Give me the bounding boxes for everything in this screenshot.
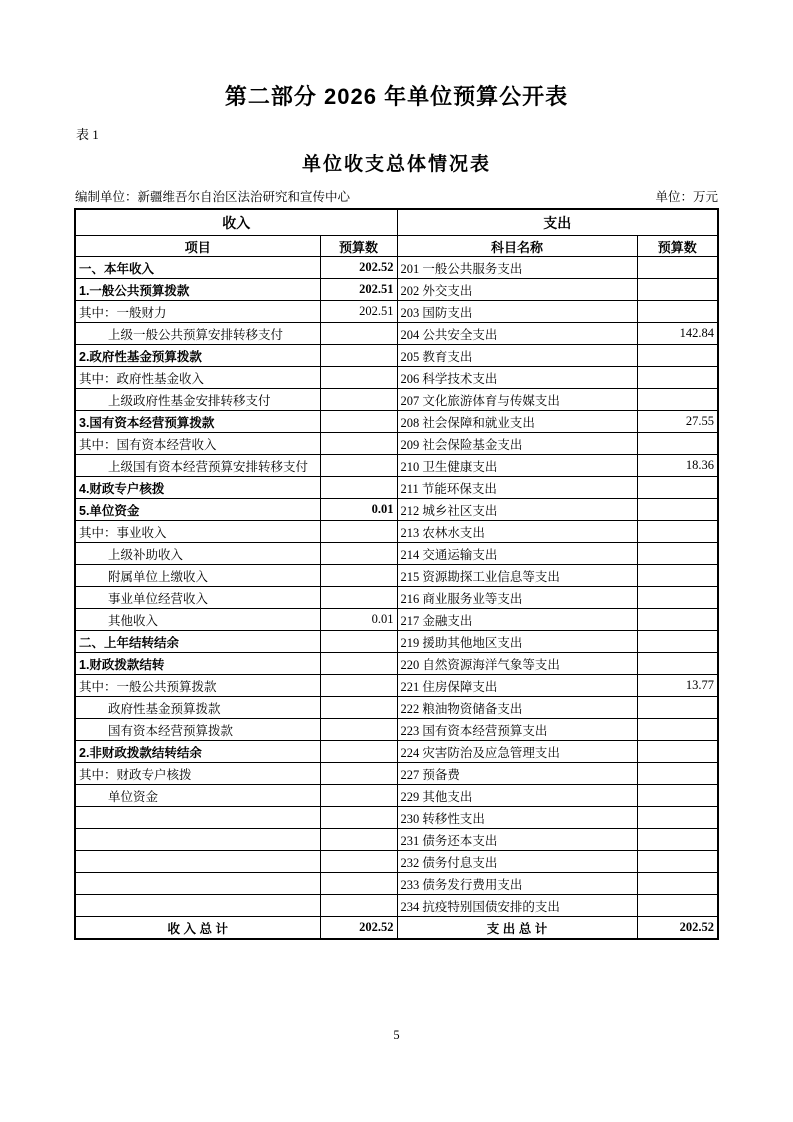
income-item-cell xyxy=(75,829,320,851)
table-row xyxy=(75,257,718,279)
col-header-1: 预算数 xyxy=(320,236,397,257)
expense-value-cell xyxy=(637,477,718,499)
prepared-by xyxy=(75,190,350,205)
income-item-cell: 附属单位上缴收入 xyxy=(75,565,320,587)
expense-value-cell xyxy=(637,873,718,895)
table-row xyxy=(75,873,718,895)
income-value-cell xyxy=(320,345,397,367)
table-row xyxy=(75,345,718,367)
table-row xyxy=(75,543,718,565)
expense-item-cell: 201 一般公共服务支出 xyxy=(397,257,637,279)
income-value-cell: 0.01 xyxy=(320,609,397,631)
table-row xyxy=(75,851,718,873)
meta-row xyxy=(75,190,718,205)
income-value-cell xyxy=(320,873,397,895)
expense-item-cell: 219 援助其他地区支出 xyxy=(397,631,637,653)
expense-value-cell xyxy=(637,741,718,763)
income-item-cell: 1.一般公共预算拨款 xyxy=(75,279,320,301)
income-total-value: 202.52 xyxy=(320,917,397,940)
expense-value-cell: 142.84 xyxy=(637,323,718,345)
expense-value-cell xyxy=(637,631,718,653)
expense-value-cell: 18.36 xyxy=(637,455,718,477)
table-row xyxy=(75,411,718,433)
expense-value-cell: 27.55 xyxy=(637,411,718,433)
income-item-cell: 其中：事业收入 xyxy=(75,521,320,543)
income-item-cell: 单位资金 xyxy=(75,785,320,807)
expense-item-cell: 222 粮油物资储备支出 xyxy=(397,697,637,719)
income-value-cell xyxy=(320,455,397,477)
table-row xyxy=(75,565,718,587)
income-value-cell xyxy=(320,565,397,587)
income-item-cell: 5.单位资金 xyxy=(75,499,320,521)
expense-section-header: 支出 xyxy=(397,209,718,236)
expense-item-cell: 202 外交支出 xyxy=(397,279,637,301)
table-title: 单位收支总体情况表 xyxy=(301,154,491,175)
expense-item-cell: 224 灾害防治及应急管理支出 xyxy=(397,741,637,763)
income-value-cell xyxy=(320,675,397,697)
col-header-2: 科目名称 xyxy=(397,236,637,257)
table-row xyxy=(75,455,718,477)
expense-item-cell: 203 国防支出 xyxy=(397,301,637,323)
expense-item-cell: 215 资源勘探工业信息等支出 xyxy=(397,565,637,587)
income-value-cell xyxy=(320,653,397,675)
table-row xyxy=(75,433,718,455)
expense-item-cell: 232 债务付息支出 xyxy=(397,851,637,873)
table-row xyxy=(75,609,718,631)
col-header-0: 项目 xyxy=(75,236,320,257)
income-item-cell: 其中：一般财力 xyxy=(75,301,320,323)
income-item-cell: 二、上年结转结余 xyxy=(75,631,320,653)
income-value-cell xyxy=(320,323,397,345)
income-item-cell: 3.国有资本经营预算拨款 xyxy=(75,411,320,433)
income-value-cell: 202.51 xyxy=(320,301,397,323)
table-row xyxy=(75,807,718,829)
expense-item-cell: 206 科学技术支出 xyxy=(397,367,637,389)
income-item-cell: 4.财政专户核拨 xyxy=(75,477,320,499)
table-row xyxy=(75,741,718,763)
income-total-label: 收 入 总 计 xyxy=(75,917,320,940)
income-value-cell xyxy=(320,895,397,917)
expense-item-cell: 214 交通运输支出 xyxy=(397,543,637,565)
income-item-cell: 1.财政拨款结转 xyxy=(75,653,320,675)
income-value-cell: 0.01 xyxy=(320,499,397,521)
income-value-cell xyxy=(320,543,397,565)
income-value-cell xyxy=(320,477,397,499)
income-item-cell: 上级国有资本经营预算安排转移支付 xyxy=(75,455,320,477)
income-item-cell: 事业单位经营收入 xyxy=(75,587,320,609)
prepared-by-label: 编制单位： xyxy=(75,190,138,204)
expense-item-cell: 210 卫生健康支出 xyxy=(397,455,637,477)
income-value-cell xyxy=(320,521,397,543)
expense-value-cell xyxy=(637,521,718,543)
expense-value-cell xyxy=(637,301,718,323)
table-row xyxy=(75,367,718,389)
expense-item-cell: 221 住房保障支出 xyxy=(397,675,637,697)
table-row xyxy=(75,697,718,719)
income-item-cell: 一、本年收入 xyxy=(75,257,320,279)
expense-item-cell: 230 转移性支出 xyxy=(397,807,637,829)
income-value-cell xyxy=(320,807,397,829)
expense-value-cell xyxy=(637,543,718,565)
table-row xyxy=(75,477,718,499)
expense-item-cell: 229 其他支出 xyxy=(397,785,637,807)
income-value-cell: 202.52 xyxy=(320,257,397,279)
expense-item-cell: 211 节能环保支出 xyxy=(397,477,637,499)
expense-value-cell xyxy=(637,389,718,411)
income-value-cell xyxy=(320,851,397,873)
column-header-row xyxy=(75,236,718,257)
expense-value-cell xyxy=(637,345,718,367)
income-item-cell: 其中：财政专户核拨 xyxy=(75,763,320,785)
expense-item-cell: 208 社会保障和就业支出 xyxy=(397,411,637,433)
expense-value-cell xyxy=(637,829,718,851)
expense-item-cell: 207 文化旅游体育与传媒支出 xyxy=(397,389,637,411)
expense-item-cell: 231 债务还本支出 xyxy=(397,829,637,851)
prepared-by-value: 新疆维吾尔自治区法治研究和宣传中心 xyxy=(137,190,351,204)
expense-value-cell xyxy=(637,609,718,631)
income-item-cell: 上级一般公共预算安排转移支付 xyxy=(75,323,320,345)
expense-value-cell xyxy=(637,587,718,609)
income-item-cell: 其中：国有资本经营收入 xyxy=(75,433,320,455)
income-item-cell xyxy=(75,895,320,917)
expense-value-cell xyxy=(637,257,718,279)
income-value-cell xyxy=(320,631,397,653)
income-item-cell: 2.非财政拨款结转结余 xyxy=(75,741,320,763)
income-value-cell xyxy=(320,433,397,455)
table-row xyxy=(75,279,718,301)
expense-value-cell xyxy=(637,279,718,301)
table-row xyxy=(75,521,718,543)
total-row xyxy=(75,917,718,940)
expense-item-cell: 205 教育支出 xyxy=(397,345,637,367)
income-section-header: 收入 xyxy=(75,209,397,236)
income-value-cell xyxy=(320,411,397,433)
expense-item-cell: 212 城乡社区支出 xyxy=(397,499,637,521)
income-item-cell xyxy=(75,807,320,829)
expense-item-cell: 223 国有资本经营预算支出 xyxy=(397,719,637,741)
income-value-cell xyxy=(320,367,397,389)
expense-total-value: 202.52 xyxy=(637,917,718,940)
income-item-cell: 其中：政府性基金收入 xyxy=(75,367,320,389)
section-header-row xyxy=(75,209,718,236)
income-value-cell xyxy=(320,587,397,609)
income-item-cell: 政府性基金预算拨款 xyxy=(75,697,320,719)
expense-value-cell xyxy=(637,895,718,917)
table-row xyxy=(75,653,718,675)
income-item-cell: 其中：一般公共预算拨款 xyxy=(75,675,320,697)
expense-value-cell xyxy=(637,697,718,719)
income-item-cell: 上级补助收入 xyxy=(75,543,320,565)
budget-table xyxy=(74,208,719,940)
expense-total-label: 支 出 总 计 xyxy=(397,917,637,940)
income-value-cell xyxy=(320,763,397,785)
table-row xyxy=(75,587,718,609)
expense-value-cell xyxy=(637,807,718,829)
col-header-3: 预算数 xyxy=(637,236,718,257)
expense-item-cell: 217 金融支出 xyxy=(397,609,637,631)
expense-value-cell xyxy=(637,565,718,587)
income-item-cell: 上级政府性基金安排转移支付 xyxy=(75,389,320,411)
income-value-cell xyxy=(320,741,397,763)
expense-value-cell xyxy=(637,367,718,389)
expense-item-cell: 233 债务发行费用支出 xyxy=(397,873,637,895)
part-title: 第二部分 2026 年单位预算公开表 xyxy=(224,84,569,109)
income-value-cell xyxy=(320,719,397,741)
income-value-cell: 202.51 xyxy=(320,279,397,301)
expense-item-cell: 220 自然资源海洋气象等支出 xyxy=(397,653,637,675)
expense-value-cell xyxy=(637,851,718,873)
expense-item-cell: 204 公共安全支出 xyxy=(397,323,637,345)
income-value-cell xyxy=(320,829,397,851)
expense-value-cell xyxy=(637,763,718,785)
expense-item-cell: 209 社会保险基金支出 xyxy=(397,433,637,455)
income-item-cell: 其他收入 xyxy=(75,609,320,631)
income-item-cell: 2.政府性基金预算拨款 xyxy=(75,345,320,367)
expense-value-cell xyxy=(637,433,718,455)
table-row xyxy=(75,829,718,851)
table-row xyxy=(75,895,718,917)
table-row xyxy=(75,763,718,785)
table-row xyxy=(75,499,718,521)
expense-value-cell: 13.77 xyxy=(637,675,718,697)
table-row xyxy=(75,631,718,653)
expense-item-cell: 213 农林水支出 xyxy=(397,521,637,543)
income-item-cell: 国有资本经营预算拨款 xyxy=(75,719,320,741)
expense-value-cell xyxy=(637,653,718,675)
expense-value-cell xyxy=(637,719,718,741)
expense-value-cell xyxy=(637,785,718,807)
expense-item-cell: 227 预备费 xyxy=(397,763,637,785)
table-row xyxy=(75,675,718,697)
income-item-cell xyxy=(75,851,320,873)
unit-label: 单位：万元 xyxy=(655,190,718,204)
income-value-cell xyxy=(320,389,397,411)
table-label: 表 1 xyxy=(76,127,99,142)
expense-item-cell: 234 抗疫特别国债安排的支出 xyxy=(397,895,637,917)
table-row xyxy=(75,301,718,323)
page-number: 5 xyxy=(393,1028,400,1042)
income-value-cell xyxy=(320,785,397,807)
expense-value-cell xyxy=(637,499,718,521)
table-row xyxy=(75,785,718,807)
expense-item-cell: 216 商业服务业等支出 xyxy=(397,587,637,609)
income-value-cell xyxy=(320,697,397,719)
table-row xyxy=(75,719,718,741)
table-row xyxy=(75,323,718,345)
income-item-cell xyxy=(75,873,320,895)
table-row xyxy=(75,389,718,411)
